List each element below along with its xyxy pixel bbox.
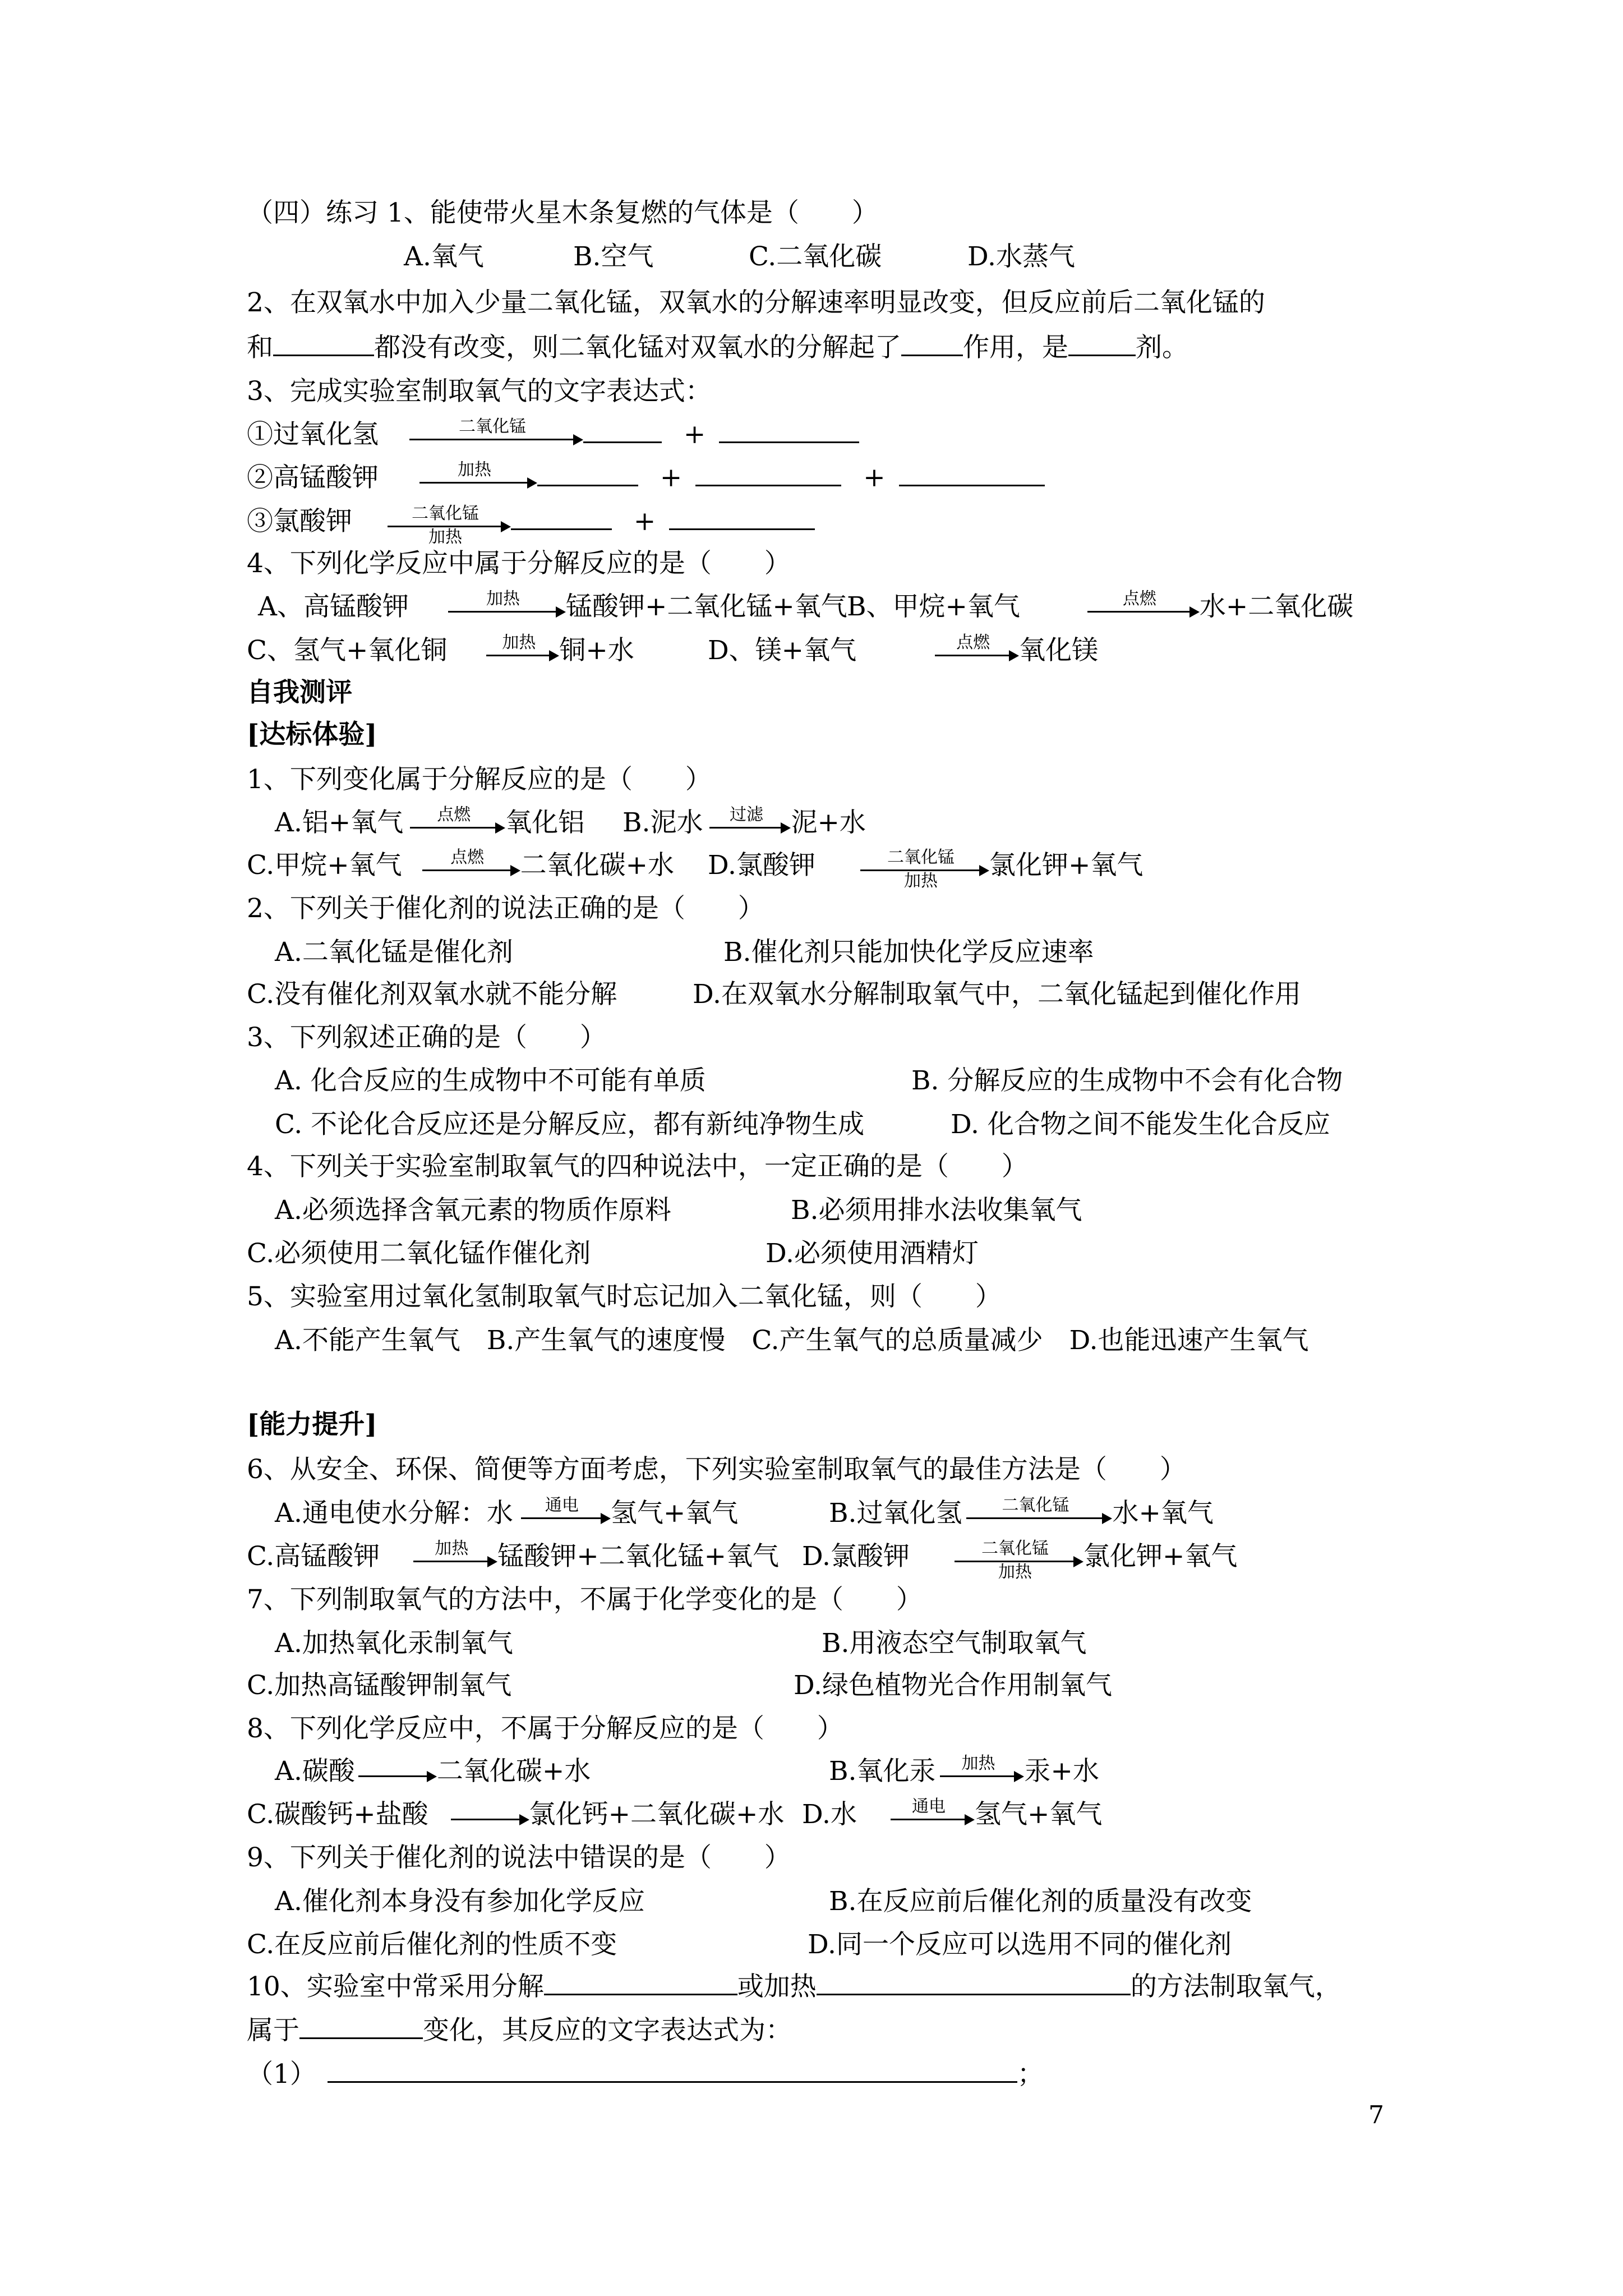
- improve-question-10: 10、实验室中常采用分解 或加热 的方法制取氧气，: [247, 1971, 1341, 2002]
- q4-option-b: B、甲烷+氧气 点燃 水+二氧化碳: [847, 590, 1353, 625]
- answer-blank[interactable]: [273, 331, 374, 356]
- page-number: 7: [1368, 2101, 1384, 2129]
- option-c: C.二氧化碳: [749, 241, 882, 272]
- s-q4-option-b: B.必须用排水法收集氧气: [791, 1195, 1082, 1226]
- reaction-arrow: 二氧化锰: [409, 420, 583, 453]
- question-4-3: 3、完成实验室制取氧气的文字表达式：: [247, 376, 712, 407]
- q2-text-d: 剂。: [1136, 332, 1188, 363]
- s-q2-option-a: A.二氧化锰是催化剂: [275, 937, 513, 968]
- reaction-arrow: 点燃: [935, 636, 1019, 669]
- answer-blank[interactable]: [537, 461, 638, 486]
- s-q2-option-c: C.没有催化剂双氧水就不能分解: [247, 979, 617, 1010]
- question-4-2: 2、在双氧水中加入少量二氧化锰，双氧水的分解速率明显改变，但反应前后二氧化锰的: [247, 287, 1265, 318]
- s-q3-option-a: A. 化合反应的生成物中不可能有单质: [275, 1065, 706, 1096]
- s-q1-option-b: B.泥水 过滤 泥+水: [623, 806, 866, 841]
- equation-2: ②高锰酸钾 加热 + +: [247, 461, 1045, 496]
- answer-blank[interactable]: [899, 461, 1045, 486]
- question-4-4: 4、下列化学反应中属于分解反应的是（ ）: [247, 548, 791, 579]
- i-q9-option-c: C.在反应前后催化剂的性质不变: [247, 1929, 617, 1960]
- reaction-arrow: 加热: [413, 1542, 497, 1575]
- s-q1-option-a: A.铝+氧气 点燃 氧化铝: [275, 806, 584, 841]
- option-d: D.水蒸气: [967, 241, 1075, 272]
- q4-option-d: D、镁+氧气 点燃 氧化镁: [708, 634, 1098, 669]
- standard-question-2: 2、下列关于催化剂的说法正确的是（ ）: [247, 893, 764, 924]
- i-q9-option-a: A.催化剂本身没有参加化学反应: [275, 1886, 645, 1917]
- s-q1-option-d: D.氯酸钾 二氧化锰 加热 氯化钾+氧气: [708, 848, 1144, 891]
- answer-blank[interactable]: [1068, 331, 1136, 356]
- equation-3: ③氯酸钾 二氧化锰 加热 +: [247, 505, 815, 540]
- reaction-arrow: [358, 1756, 437, 1790]
- improve-question-9: 9、下列关于催化剂的说法中错误的是（ ）: [247, 1842, 791, 1873]
- reaction-arrow: 点燃: [410, 808, 505, 841]
- i-q9-option-b: B.在反应前后催化剂的质量没有改变: [829, 1886, 1252, 1917]
- s-q2-option-d: D.在双氧水分解制取氧气中，二氧化锰起到催化作用: [693, 979, 1301, 1010]
- i-q9-option-d: D.同一个反应可以选用不同的催化剂: [808, 1929, 1232, 1960]
- reaction-arrow: 通电: [521, 1498, 611, 1532]
- i-q6-option-d: D.氯酸钾 二氧化锰 加热 氯化钾+氧气: [802, 1539, 1238, 1582]
- answer-blank[interactable]: [544, 1970, 737, 1995]
- improve-question-10-eq1: （1） ；: [247, 2059, 1044, 2090]
- reaction-arrow: 点燃: [1087, 592, 1200, 625]
- answer-blank[interactable]: [299, 2014, 423, 2039]
- reaction-arrow: [451, 1800, 529, 1833]
- reaction-arrow: 点燃: [422, 850, 520, 884]
- i-q7-option-b: B.用液态空气制取氧气: [822, 1628, 1087, 1659]
- reaction-arrow: 加热: [448, 592, 566, 625]
- answer-blank[interactable]: [901, 331, 963, 356]
- reaction-arrow: 加热: [486, 636, 559, 669]
- s-q4-option-d: D.必须使用酒精灯: [766, 1238, 979, 1269]
- q4-option-c: C、氢气+氧化铜 加热 铜+水: [247, 634, 634, 669]
- improve-question-8: 8、下列化学反应中，不属于分解反应的是（ ）: [247, 1713, 843, 1744]
- s-q4-option-a: A.必须选择含氧元素的物质作原料: [275, 1195, 671, 1226]
- answer-blank[interactable]: [817, 1970, 1131, 1995]
- answer-blank[interactable]: [695, 461, 841, 486]
- reactant: ②高锰酸钾: [247, 462, 379, 493]
- standard-question-5: 5、实验室用过氧化氢制取氧气时忘记加入二氧化锰，则（ ）: [247, 1281, 1002, 1312]
- reaction-arrow: 二氧化锰 加热: [388, 507, 511, 540]
- i-q8-option-c: C.碳酸钙+盐酸 氯化钙+二氧化碳+水: [247, 1798, 784, 1833]
- i-q7-option-d: D.绿色植物光合作用制氧气: [794, 1670, 1112, 1701]
- i-q8-option-b: B.氧化汞 加热 汞+水: [829, 1755, 1099, 1790]
- reaction-arrow: 过滤: [709, 808, 791, 841]
- s-q4-option-c: C.必须使用二氧化锰作催化剂: [247, 1238, 591, 1269]
- i-q6-option-c: C.高锰酸钾 加热 锰酸钾+二氧化锰+氧气: [247, 1540, 779, 1575]
- reaction-arrow: 二氧化锰: [966, 1498, 1112, 1532]
- i-q7-option-a: A.加热氧化汞制氧气: [275, 1628, 513, 1659]
- option-b: B.空气: [573, 241, 654, 272]
- q2-text-b: 都没有改变，则二氧化锰对双氧水的分解起了: [374, 332, 901, 363]
- s-q2-option-b: B.催化剂只能加快化学反应速率: [723, 937, 1094, 968]
- reaction-arrow: 加热: [940, 1756, 1024, 1790]
- reaction-arrow: 二氧化锰 加热: [860, 850, 989, 884]
- s-q5-options: A.不能产生氧气 B.产生氧气的速度慢 C.产生氧气的总质量减少 D.也能迅速产生氧气: [275, 1325, 1309, 1356]
- improve-question-7: 7、下列制取氧气的方法中，不属于化学变化的是（ ）: [247, 1584, 923, 1615]
- s-q3-option-c: C. 不论化合反应还是分解反应，都有新纯净物生成: [275, 1109, 865, 1140]
- standard-question-4: 4、下列关于实验室制取氧气的四种说法中，一定正确的是（ ）: [247, 1151, 1028, 1182]
- s-q1-option-c: C.甲烷+氧气 点燃 二氧化碳+水: [247, 849, 674, 884]
- reaction-arrow: 通电: [891, 1800, 975, 1833]
- improve-question-10-cont: 属于 变化，其反应的文字表达式为：: [247, 2015, 792, 2046]
- i-q6-option-b: B.过氧化氢 二氧化锰 水+氧气: [829, 1497, 1214, 1532]
- section-heading-self-eval: 自我测评: [247, 677, 352, 708]
- answer-blank[interactable]: [719, 418, 859, 443]
- q4-option-a: A、高锰酸钾 加热 锰酸钾+二氧化锰+氧气: [258, 590, 847, 625]
- i-q8-option-d: D.水 通电 氢气+氧气: [802, 1798, 1102, 1833]
- reaction-arrow: 加热: [419, 463, 537, 496]
- i-q6-option-a: A.通电使水分解：水 通电 氢气+氧气: [275, 1497, 738, 1532]
- i-q7-option-c: C.加热高锰酸钾制氧气: [247, 1670, 512, 1701]
- reaction-arrow: 二氧化锰 加热: [955, 1542, 1083, 1575]
- answer-blank[interactable]: [583, 418, 662, 443]
- question-4-2-cont: [247, 331, 1188, 365]
- section-heading-standard: [达标体验]: [247, 719, 377, 750]
- reactant: ③氯酸钾: [247, 506, 352, 537]
- q2-text-c: 作用，是: [963, 332, 1068, 363]
- reactant: ①过氧化氢: [247, 419, 379, 450]
- answer-blank[interactable]: [669, 505, 815, 530]
- standard-question-3: 3、下列叙述正确的是（ ）: [247, 1022, 606, 1053]
- improve-question-6: 6、从安全、环保、简便等方面考虑，下列实验室制取氧气的最佳方法是（ ）: [247, 1454, 1186, 1485]
- section-heading-improve: [能力提升]: [247, 1409, 377, 1440]
- q2-text-a: 和: [247, 332, 273, 363]
- s-q3-option-b: B. 分解反应的生成物中不会有化合物: [911, 1065, 1343, 1096]
- answer-blank[interactable]: [328, 2058, 1017, 2083]
- s-q3-option-d: D. 化合物之间不能发生化合反应: [951, 1109, 1330, 1140]
- i-q8-option-a: A.碳酸 二氧化碳+水: [275, 1755, 591, 1790]
- option-a: A.氧气: [404, 241, 484, 272]
- equation-1: ①过氧化氢 二氧化锰 +: [247, 418, 859, 453]
- answer-blank[interactable]: [511, 505, 612, 530]
- question-4-1: （四）练习 1、能使带火星木条复燃的气体是（ ）: [247, 197, 878, 228]
- standard-question-1: 1、下列变化属于分解反应的是（ ）: [247, 764, 712, 795]
